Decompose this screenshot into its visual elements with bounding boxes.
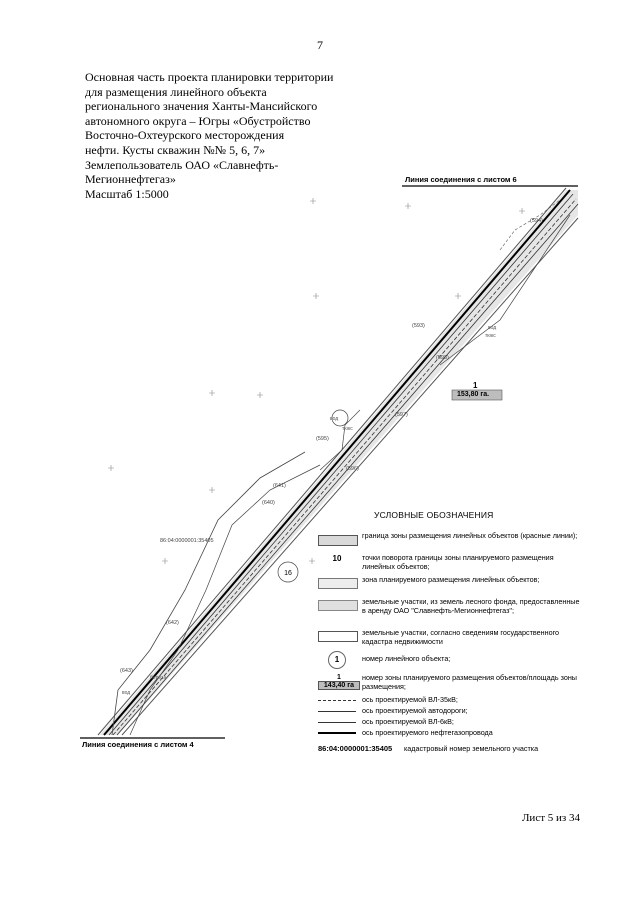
place-label: тюкс — [485, 333, 496, 339]
zone-number-label: 1 — [473, 381, 478, 390]
legend-text: ось проектируемого нефтегазопровода — [362, 728, 493, 737]
description-line: Землепользователь ОАО «Славнефть- — [85, 157, 279, 172]
forest-parcel-symbol — [318, 600, 358, 611]
point-label: (641) — [273, 483, 286, 489]
connection-label-top: Линия соединения с листом 6 — [405, 175, 517, 184]
description-line: для размещения линейного объекта — [85, 84, 267, 99]
sheet-footer: Лист 5 из 34 — [521, 812, 580, 824]
cadastral-symbol: 86:04:0000001:35405 — [318, 744, 393, 753]
legend-text: ось проектируемой ВЛ-6кВ; — [362, 717, 454, 726]
connection-label-bottom: Линия соединения с листом 4 — [82, 740, 194, 749]
page-number: 7 — [317, 38, 323, 52]
legend-text: ось проектируемой автодороги; — [362, 706, 468, 715]
description-line: Мегионнефтегаз» — [85, 172, 176, 187]
description-line: нефти. Кусты скважин №№ 5, 6, 7» — [85, 142, 266, 157]
legend-text: зона планируемого размещения линейных объектов; — [362, 575, 540, 584]
place-label: вод — [330, 416, 339, 422]
scale-label: Масштаб 1:5000 — [85, 186, 169, 201]
cadastral-label: 86:04:0000001:35405 — [160, 538, 214, 544]
road-symbol — [318, 711, 356, 712]
point-label: (593) — [412, 323, 425, 329]
object-number-symbol — [318, 651, 356, 669]
legend-text: точки поворота границы зоны планируемого размещения линейных объектов; — [362, 553, 554, 571]
description-line: автономного округа – Югры «Обустройство — [85, 113, 311, 128]
legend-text: номер линейного объекта; — [362, 654, 451, 663]
legend-text: граница зоны размещения линейных объектов (красные линии); — [362, 531, 578, 540]
place-label: вод — [122, 690, 131, 696]
legend-title: УСЛОВНЫЕ ОБОЗНАЧЕНИЯ — [374, 510, 494, 520]
description-line: Восточно-Охтеурского месторождения — [85, 128, 285, 143]
legend-text: земельные участки, согласно сведениям государственного кадастра недвижимости — [362, 628, 560, 646]
pipeline-symbol — [318, 732, 356, 734]
vl35-symbol — [318, 700, 356, 701]
legend-text: ось проектируемой ВЛ-35кВ; — [362, 695, 458, 704]
point-label: (643) — [120, 668, 133, 674]
legend-text: номер зоны планируемого размещения объектов/площадь зоны размещения; — [362, 673, 577, 691]
point-label: (597) — [395, 412, 408, 418]
cadastre-parcel-symbol — [318, 631, 358, 642]
vl6-symbol — [318, 722, 356, 723]
point-label: (594) — [530, 218, 543, 224]
object-circle-label: 16 — [284, 570, 292, 577]
description-line: регионального значения Ханты-Мансийского — [85, 99, 318, 114]
legend-text: кадастровый номер земельного участка — [404, 744, 539, 753]
point-label: (642) — [166, 620, 179, 626]
zone-symbol-area: 143,40 га — [318, 681, 360, 690]
point-label: (640) — [262, 500, 275, 506]
turn-point-symbol: 10 — [332, 554, 342, 563]
red-line-symbol — [318, 535, 358, 546]
point-label: (598) — [436, 355, 449, 361]
point-label: (595) — [316, 436, 329, 442]
point-label: (596) — [346, 466, 359, 472]
place-label: тюкс — [342, 426, 353, 432]
planned-zone-symbol — [318, 578, 358, 589]
place-label: береза — [150, 675, 167, 681]
description-line: Основная часть проекта планировки территории — [85, 70, 334, 84]
legend-text: земельные участки, из земель лесного фонда, предоставленные в аренду ОАО "Славнефть-Мегионнефтегаз"; — [362, 597, 580, 615]
zone-area-label: 153,80 га. — [457, 391, 490, 398]
zone-area-symbol — [318, 674, 360, 690]
object-number-circle-icon: 1 — [328, 651, 346, 669]
place-label: вод — [488, 325, 497, 331]
zone-symbol-number: 1 — [337, 674, 341, 681]
